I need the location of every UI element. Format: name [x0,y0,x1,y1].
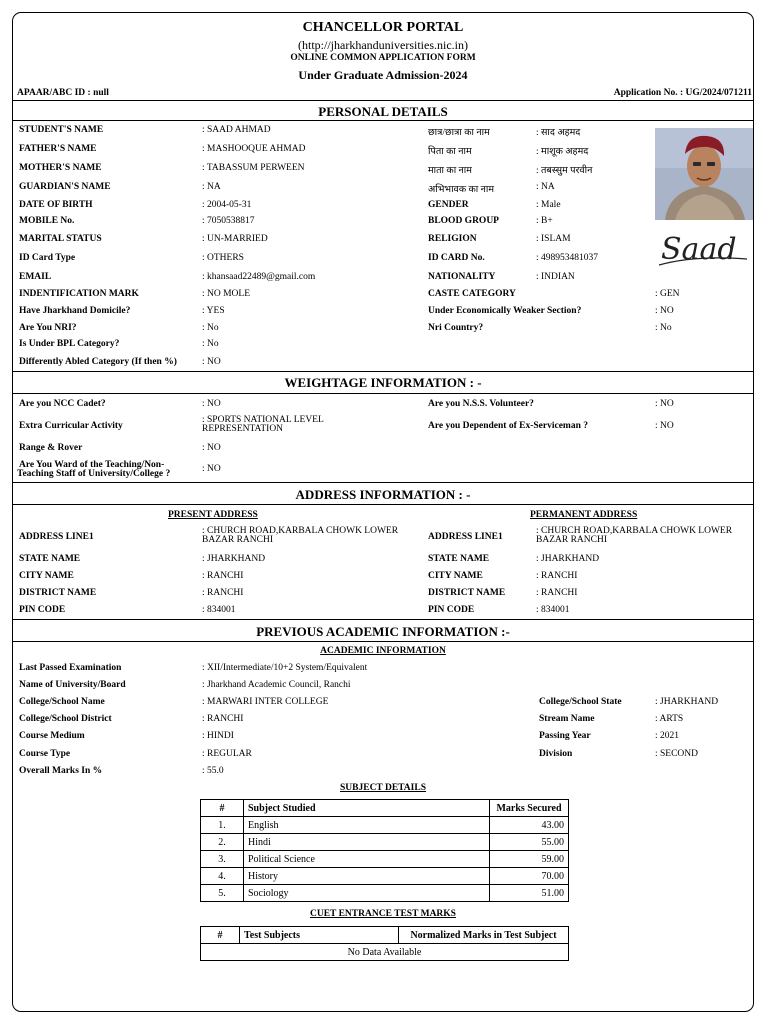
cuet-col-marks: Normalized Marks in Test Subject [399,927,569,944]
marital-status-label: MARITAL STATUS [19,234,102,244]
nationality-value: : INDIAN [536,272,575,282]
weightage-heading: WEIGHTAGE INFORMATION : - [284,375,482,390]
blood-group-value: : B+ [536,216,553,226]
subject-col-marks: Marks Secured [490,800,569,817]
permanent-city-value: : RANCHI [536,571,578,581]
nss-value: : NO [655,399,674,409]
subject-number: 5. [201,885,244,902]
bpl-label: Is Under BPL Category? [19,339,120,349]
subject-name: History [244,868,490,885]
present-state-label: STATE NAME [19,554,81,564]
permanent-state-value: : JHARKHAND [536,554,600,564]
board-value: : Jharkhand Academic Council, Ranchi [202,680,351,690]
application-number: Application No. : UG/2024/071211 [613,88,752,98]
id-card-type-label: ID Card Type [19,253,76,263]
present-pin-label: PIN CODE [19,605,66,615]
present-address-line1-label: ADDRESS LINE1 [19,532,94,542]
permanent-district-label: DISTRICT NAME [428,588,506,598]
differently-abled-label: Differently Abled Category (If then %) [19,357,177,367]
father-name-hindi-label: पिता का नाम [428,147,472,157]
subject-marks: 70.00 [490,868,569,885]
guardian-name-hindi-value: : NA [536,182,555,192]
present-address-title: PRESENT ADDRESS [168,510,258,520]
cuet-table-header [201,927,569,944]
caste-category-label: CASTE CATEGORY [428,289,516,299]
nri-value: : No [202,323,219,333]
passing-year-value: : 2021 [655,731,680,741]
academic-subheading: ACADEMIC INFORMATION [320,646,446,656]
present-pin-value: : 834001 [202,605,236,615]
divider [12,504,754,505]
id-card-number-value: : 498953481037 [536,253,599,263]
religion-label: RELIGION [428,234,477,244]
stream-label: Stream Name [539,714,595,724]
board-label: Name of University/Board [19,680,126,690]
ward-value: : NO [202,464,221,474]
form-name: ONLINE COMMON APPLICATION FORM [290,53,476,63]
course-medium-label: Course Medium [19,731,85,741]
divider [12,100,754,101]
ews-label: Under Economically Weaker Section? [428,306,582,316]
subject-table-header [201,800,569,817]
cuet-table [200,926,569,961]
email-value: : khansaad22489@gmail.com [202,272,316,282]
father-name-hindi-value: : माशूक अहमद [536,147,589,157]
identification-mark-value: : NO MOLE [202,289,251,299]
divider [12,619,754,620]
address-heading: ADDRESS INFORMATION : - [295,487,471,502]
school-district-value: : RANCHI [202,714,244,724]
gender-label: GENDER [428,200,469,210]
mobile-label: MOBILE No. [19,216,75,226]
signature-text: Saad [661,232,737,267]
school-state-label: College/School State [539,697,622,707]
differently-abled-value: : NO [202,357,221,367]
nri-country-label: Nri Country? [428,323,484,333]
subject-marks: 51.00 [490,885,569,902]
course-medium-value: : HINDI [202,731,234,741]
nri-label: Are You NRI? [19,323,77,333]
guardian-name-label: GUARDIAN'S NAME [19,182,111,192]
present-district-label: DISTRICT NAME [19,588,97,598]
subject-name: English [244,817,490,834]
subject-marks: 59.00 [490,851,569,868]
cuet-empty-message: No Data Available [201,944,569,961]
cuet-col-subject: Test Subjects [240,927,399,944]
academic-heading: PREVIOUS ACADEMIC INFORMATION :- [256,624,510,639]
extra-curricular-value: : SPORTS NATIONAL LEVEL REPRESENTATION [202,415,324,434]
subject-name: Hindi [244,834,490,851]
dob-label: DATE OF BIRTH [19,200,93,210]
ncc-value: : NO [202,399,221,409]
division-label: Division [539,749,573,759]
school-name-label: College/School Name [19,697,105,707]
school-state-value: : JHARKHAND [655,697,719,707]
student-name-label: STUDENT'S NAME [19,125,104,135]
father-name-value: : MASHOOQUE AHMAD [202,144,306,154]
id-card-number-label: ID CARD No. [428,253,485,263]
extra-curricular-label: Extra Curricular Activity [19,421,123,431]
nri-country-value: : No [655,323,672,333]
subject-number: 3. [201,851,244,868]
blood-group-label: BLOOD GROUP [428,216,499,226]
student-name-value: : SAAD AHMAD [202,125,271,135]
ex-serviceman-value: : NO [655,421,674,431]
range-rover-value: : NO [202,443,221,453]
subject-number: 1. [201,817,244,834]
permanent-address-line1-value: : CHURCH ROAD,KARBALA CHOWK LOWER BAZAR RANCHI [536,526,733,545]
subject-name: Sociology [244,885,490,902]
ews-value: : NO [655,306,674,316]
subject-col-number: # [201,800,244,817]
overall-marks-value: : 55.0 [202,766,224,776]
domicile-label: Have Jharkhand Domicile? [19,306,131,316]
divider [12,371,754,372]
permanent-state-label: STATE NAME [428,554,490,564]
school-name-value: : MARWARI INTER COLLEGE [202,697,329,707]
id-card-type-value: : OTHERS [202,253,244,263]
domicile-value: : YES [202,306,225,316]
father-name-label: FATHER'S NAME [19,144,97,154]
passing-year-label: Passing Year [539,731,591,741]
subject-number: 2. [201,834,244,851]
course-type-value: : REGULAR [202,749,252,759]
student-name-hindi-value: : साद अहमद [536,128,581,138]
ward-label-line2: Teaching Staff of University/College ? [17,469,171,479]
mother-name-hindi-value: : तबस्सुम परवीन [536,166,593,176]
portal-title: CHANCELLOR PORTAL [302,20,464,35]
nss-label: Are you N.S.S. Volunteer? [428,399,534,409]
table-row [201,868,569,885]
ex-serviceman-label: Are you Dependent of Ex-Serviceman ? [428,421,588,431]
marital-status-value: : UN-MARRIED [202,234,268,244]
subject-col-name: Subject Studied [244,800,490,817]
permanent-pin-label: PIN CODE [428,605,475,615]
nationality-label: NATIONALITY [428,272,496,282]
admission-title: Under Graduate Admission-2024 [298,68,468,82]
divider [12,641,754,642]
identification-mark-label: INDENTIFICATION MARK [19,289,139,299]
personal-details-heading: PERSONAL DETAILS [318,104,448,119]
mother-name-label: MOTHER'S NAME [19,163,102,173]
present-city-value: : RANCHI [202,571,244,581]
cuet-heading: CUET ENTRANCE TEST MARKS [310,909,456,919]
guardian-name-hindi-label: अभिभावक का नाम [428,185,495,195]
email-label: EMAIL [19,272,52,282]
divider [12,120,754,121]
present-address-line1-value: : CHURCH ROAD,KARBALA CHOWK LOWER BAZAR RANCHI [202,526,399,545]
mother-name-value: : TABASSUM PERWEEN [202,163,305,173]
subject-details-heading: SUBJECT DETAILS [340,783,426,793]
student-photo-image [655,128,753,220]
table-row [201,817,569,834]
last-exam-label: Last Passed Examination [19,663,122,673]
division-value: : SECOND [655,749,699,759]
caste-category-value: : GEN [655,289,680,299]
student-signature [655,225,753,270]
table-row [201,885,569,902]
range-rover-label: Range & Rover [19,443,83,453]
ward-label-line1: Are You Ward of the Teaching/Non- [19,460,165,470]
permanent-address-line1-label: ADDRESS LINE1 [428,532,503,542]
mother-name-hindi-label: माता का नाम [428,166,472,176]
subject-table [200,799,569,902]
divider [12,482,754,483]
portal-url: (http://jharkhanduniversities.nic.in) [298,38,468,52]
permanent-district-value: : RANCHI [536,588,578,598]
table-row [201,834,569,851]
gender-value: : Male [536,200,561,210]
present-state-value: : JHARKHAND [202,554,266,564]
mobile-value: : 7050538817 [202,216,255,226]
subject-name: Political Science [244,851,490,868]
divider [12,393,754,394]
permanent-pin-value: : 834001 [536,605,570,615]
ncc-label: Are you NCC Cadet? [19,399,106,409]
apaar-id: APAAR/ABC ID : null [17,88,109,98]
permanent-city-label: CITY NAME [428,571,483,581]
table-row [201,944,569,961]
bpl-value: : No [202,339,219,349]
subject-marks: 55.00 [490,834,569,851]
stream-value: : ARTS [655,714,684,724]
overall-marks-label: Overall Marks In % [19,766,103,776]
subject-number: 4. [201,868,244,885]
guardian-name-value: : NA [202,182,221,192]
last-exam-value: : XII/Intermediate/10+2 System/Equivalent [202,663,368,673]
permanent-address-title: PERMANENT ADDRESS [530,510,638,520]
subject-marks: 43.00 [490,817,569,834]
student-name-hindi-label: छात्र/छात्रा का नाम [428,128,490,138]
table-row [201,851,569,868]
present-city-label: CITY NAME [19,571,74,581]
present-district-value: : RANCHI [202,588,244,598]
course-type-label: Course Type [19,749,71,759]
signature-image [655,225,753,270]
school-district-label: College/School District [19,714,112,724]
religion-value: : ISLAM [536,234,571,244]
student-photo [655,128,753,220]
dob-value: : 2004-05-31 [202,200,252,210]
cuet-col-number: # [201,927,240,944]
